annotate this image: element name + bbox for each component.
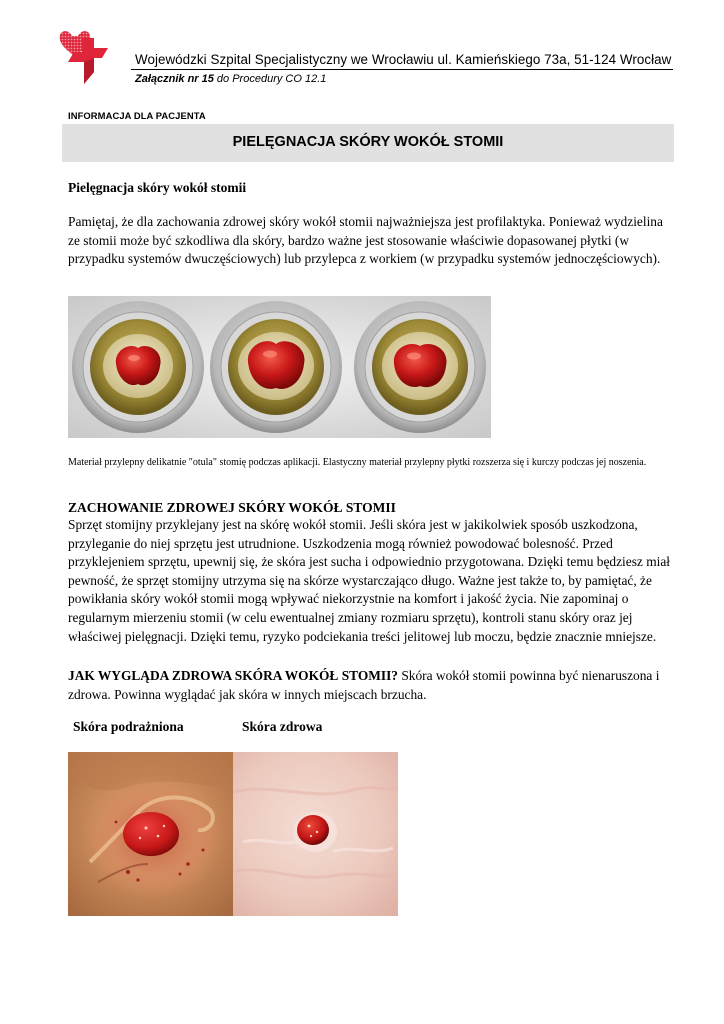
illustration-caption: Materiał przylepny delikatnie "otula" stomię podczas aplikacji. Elastyczny materiał przylepny płytki rozszerza się i kurczy podczas jej noszenia. bbox=[68, 457, 647, 468]
attachment-procedure: do Procedury CO 12.1 bbox=[213, 73, 327, 85]
info-label: INFORMACJA DLA PACJENTA bbox=[68, 110, 206, 121]
header-divider bbox=[131, 69, 673, 70]
healthy-skin-answer: Skóra wokół stomii powinna być nienaruszona i zdrowa. Powinna wyglądać jak skóra w innych miejscach brzucha. bbox=[68, 668, 660, 702]
hospital-logo bbox=[58, 26, 116, 86]
label-healthy-skin: Skóra zdrowa bbox=[242, 719, 323, 734]
title-bar bbox=[62, 124, 674, 162]
attachment-line bbox=[135, 73, 326, 85]
photo-healthy-skin bbox=[233, 752, 398, 916]
photo-irritated-skin bbox=[68, 752, 233, 916]
healthy-skin-question: JAK WYGLĄDA ZDROWA SKÓRA WOKÓŁ STOMII? bbox=[68, 668, 398, 683]
page-title: PIELĘGNACJA SKÓRY WOKÓŁ STOMII bbox=[232, 134, 504, 150]
section-heading-healthy-skin: ZACHOWANIE ZDROWEJ SKÓRY WOKÓŁ STOMII bbox=[68, 500, 396, 515]
attachment-number: Załącznik nr 15 bbox=[135, 73, 214, 85]
stoma-illustration-3 bbox=[354, 301, 486, 433]
paragraph-equipment: Sprzęt stomijny przyklejany jest na skórę wokół stomii. Jeśli skóra jest w jakikolwiek sposób uszkodzona, przyleganie do niej sprzętu jest utrudnione. Uszkodzenia mogą również powodować bolesność. Przed przyklejeniem sprzętu, upewnij się, że skóra jest sucha i odpowiednio przygotowana. Dzięki temu będziesz miał pewność, że sprzęt stomijny utrzyma się na skórze wystarczająco długo. Ważne jest także to, by pamiętać, że powikłania skóry wokół stomii mogą wpływać niekorzystnie na komfort i jakość życia. Nie zapominaj o regularnym mierzeniu stomii (w celu ewentualnej zmiany rozmiaru sprzętu), kontroli stanu skóry oraz jej właściwej pielęgnacji. Dzięki temu, ryzyko podciekania treści jelitowej lub moczu, będzie znacznie mniejsze. bbox=[68, 517, 671, 644]
section-heading-care: Pielęgnacja skóry wokół stomii bbox=[68, 180, 247, 195]
label-irritated-skin: Skóra podrażniona bbox=[73, 719, 184, 734]
paragraph-healthy-skin bbox=[68, 667, 678, 704]
hospital-name: Wojewódzki Szpital Specjalistyczny we Wrocławiu ul. Kamieńskiego 73a, 51-124 Wrocław bbox=[135, 52, 672, 67]
paragraph-prevention: Pamiętaj, że dla zachowania zdrowej skóry wokół stomii najważniejsza jest profilaktyka. Ponieważ wydzielina ze stomii może być szkodliwa dla skóry, bardzo ważne jest stosowanie właściwie dopasowanej płytki (w przypadku systemów dwuczęściowych) lub przylepca z workiem (w przypadku systemów jednoczęściowych). bbox=[68, 214, 663, 267]
stoma-illustrations bbox=[68, 296, 491, 438]
stoma-illustration-2 bbox=[210, 301, 342, 433]
stoma-illustration-1 bbox=[72, 301, 204, 433]
